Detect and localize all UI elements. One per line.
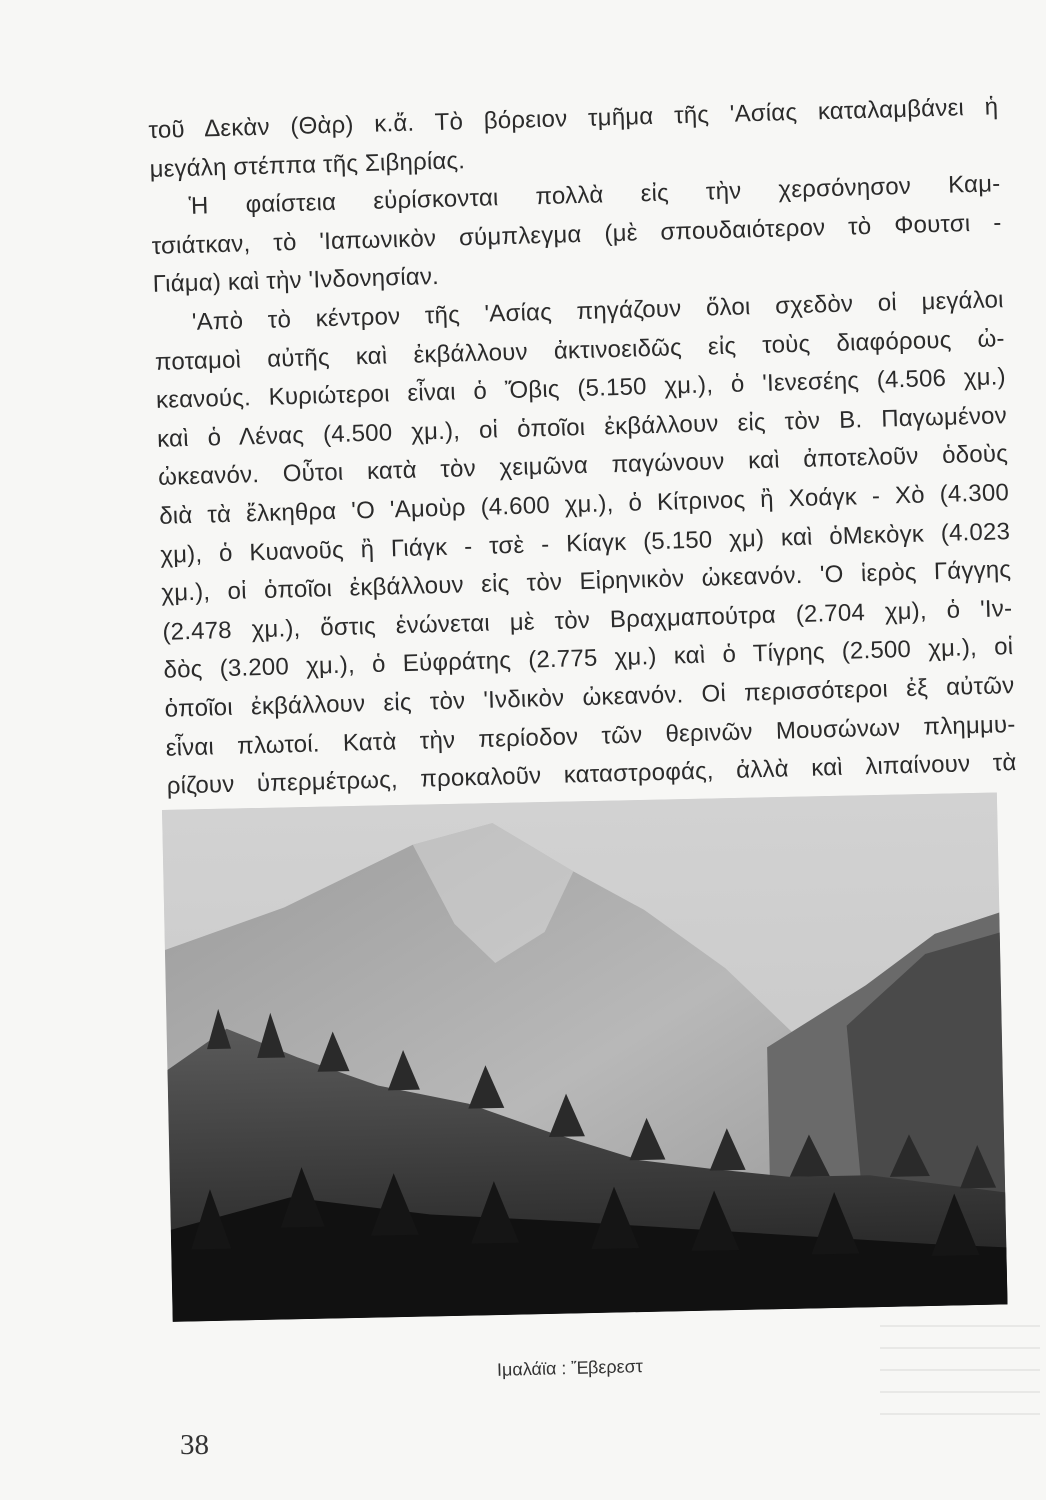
text-line: χμ), ὁ Κυανοῦς ἢ Γιάγκ - τσὲ - Κίαγκ (5.150 χμ) καὶ ὁΜεκὸγκ (4.023	[159, 517, 1011, 569]
page-number: 38	[180, 1429, 209, 1461]
text-line: δὸς (3.200 χμ.), ὁ Εὐφράτης (2.775 χμ.) καὶ ὁ Τίγρης (2.500 χμ.), οἱ	[163, 633, 1014, 685]
text-line: Ἡ φαίστεια εὑρίσκονται πολλὰ εἰς τὴν χερσόνησον Καμ-	[188, 170, 1001, 221]
text-line: χμ.), οἱ ὁποῖοι ἐκβάλλουν εἰς τὸν Εἰρηνικὸν ὠκεανόν. 'Ο ἱερὸς Γάγγης	[161, 556, 1012, 607]
body-text	[148, 88, 1018, 845]
text-line: τοῦ Δεκὰν (Θὰρ) κ.ἄ. Τὸ βόρειον τμῆμα τῆς 'Ασίας καταλαμβάνει ἡ	[148, 93, 999, 144]
show-through-text	[880, 1325, 1040, 1415]
text-line: μεγάλη στέππα τῆς Σιβηρίας.	[149, 146, 466, 183]
text-line: ὠκεανόν. Οὗτοι κατὰ τὸν χειμῶνα παγώνουν καὶ ἀποτελοῦν ὁδοὺς	[157, 440, 1009, 492]
text-line: τσιάτκαν, τὸ 'Ιαπωνικὸν σύμπλεγμα (μὲ σπουδαιότερον τὸ Φουτσι -	[151, 209, 1002, 260]
text-line: ρίζουν ὑπερμέτρως, προκαλοῦν καταστροφάς, ἀλλὰ καὶ λιπαίνουν τὰ	[166, 749, 1017, 800]
text-line: 'Απὸ τὸ κέντρον τῆς 'Ασίας πηγάζουν ὅλοι σχεδὸν οἱ μεγάλοι	[191, 286, 1004, 336]
text-line: ποταμοὶ αὐτῆς καὶ ἐκβάλλουν ἀκτινοειδῶς εἰς τοὺς διαφόρους ὠ-	[154, 324, 1006, 376]
text-line: κεανούς. Κυριώτεροι εἶναι ὁ Ὄβις (5.150 χμ.), ὁ 'Ιενεσέης (4.506 χμ.)	[155, 363, 1007, 415]
text-line: εἶναι πλωτοί. Κατὰ τὴν περίοδον τῶν θερινῶν Μουσώνων πλημμυ-	[165, 710, 1016, 762]
text-line: διὰ τὰ ἔλκηθρα 'Ο 'Αμοὺρ (4.600 χμ.), ὁ Κίτρινος ἢ Χοάγκ - Χὸ (4.300	[158, 479, 1010, 530]
text-line: Γιάμα) καὶ τὴν 'Ινδονησίαν.	[152, 263, 440, 299]
text-line: ὁποῖοι ἐκβάλλουν εἰς τὸν 'Ινδικὸν ὠκεανόν. Οἱ περισσότεροι ἐξ αὐτῶν	[164, 671, 1015, 723]
photo-caption: Ιμαλάϊα : Ἔβερεστ	[496, 1356, 644, 1380]
text-line: καὶ ὁ Λένας (4.500 χμ.), οἱ ὁποῖοι ἐκβάλλουν εἰς τὸν Β. Παγωμένον	[156, 401, 1008, 453]
mountain-photo	[162, 793, 1008, 1322]
text-line: (2.478 χμ.), ὅστις ἑνώνεται μὲ τὸν Βραχμαπούτρα (2.704 χμ), ὁ 'Ιν-	[162, 594, 1013, 646]
